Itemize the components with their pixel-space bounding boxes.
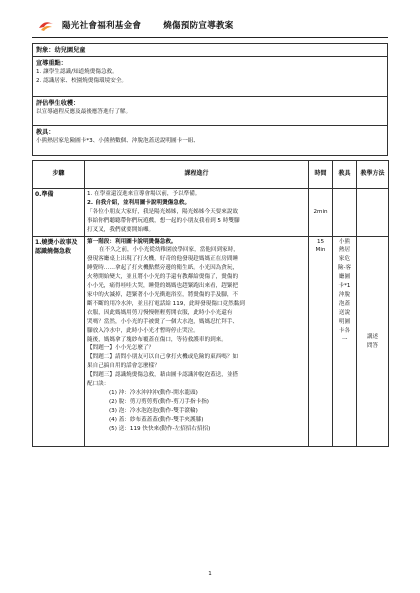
focus-label: 宣導重點： bbox=[36, 60, 67, 67]
content-spacer bbox=[87, 433, 306, 445]
header-divider bbox=[32, 37, 388, 38]
tools-line: 小熊 bbox=[338, 238, 351, 245]
story-line: 發現客廳桌上出現了打火機，好奇的他發現趁媽媽正在房間睡 bbox=[87, 256, 239, 263]
tools-line: 沖脫 bbox=[338, 291, 351, 298]
header-time: 時間 bbox=[309, 161, 333, 189]
time-cell bbox=[309, 236, 333, 447]
step-label: 1.燒燙小故事及認識燒傷急救 bbox=[35, 238, 78, 256]
harvest-row bbox=[33, 97, 387, 126]
tools-line: 熱居 bbox=[338, 247, 351, 254]
tools-line: 家危 bbox=[338, 256, 351, 263]
tools-row bbox=[33, 126, 387, 155]
step-cell bbox=[33, 189, 85, 237]
document-title: 燒傷預防宣導教案 bbox=[163, 21, 234, 31]
header-step: 步驟 bbox=[33, 161, 85, 189]
target-row bbox=[33, 44, 387, 57]
phase-title: 第一階段：利用圖卡說明燙傷急救。 bbox=[87, 238, 177, 245]
tools-cell bbox=[333, 236, 357, 447]
method-line: 問答 bbox=[366, 342, 379, 349]
first-aid-step: (5) 送：119 快快來(動作-左招招右招招) bbox=[109, 425, 211, 432]
focus-item: 1. 讓學生認識/知道燒燙傷急救。 bbox=[36, 69, 118, 75]
story-line: 哭嗎？當然，小小光的手被燙了一個大水泡，媽媽忍忙拜手、 bbox=[87, 318, 239, 325]
document-header bbox=[36, 14, 384, 36]
time-value: 2min bbox=[313, 208, 328, 215]
first-aid-step: (1) 沖：冷水沖沖沖(動作-開水龍頭) bbox=[109, 389, 198, 396]
content-line: 「各位小朋友大家好，我是陽光姊姊，陽光姊姊今天要來說故 bbox=[87, 208, 239, 215]
tools-label: 教具： bbox=[36, 129, 55, 136]
tools-line: 卡*1 bbox=[338, 283, 351, 290]
harvest-label: 評估學生收穫： bbox=[36, 100, 80, 107]
question-line: 【問題一】小小光怎麼了？ bbox=[87, 345, 155, 352]
story-line: 家中的火滅掉，趕緊著小小光衝進浴室，將燙傷的手及腳，不 bbox=[87, 291, 239, 298]
table-row bbox=[33, 236, 389, 447]
tools-text: 小熊熱居家危險圖卡*3、小熊熱數個、沖脫泡蓋送說明圖卡一組、 bbox=[36, 138, 199, 144]
question-line: 配口訣： bbox=[87, 381, 110, 388]
tools-line: 廳圖 bbox=[338, 274, 351, 281]
story-line: 腳放入冷水中，此時小小光才暫時停止哭泣。 bbox=[87, 327, 199, 334]
content-line: 2. 自我介紹，並利用圖卡說明燙傷急救。 bbox=[87, 199, 191, 206]
tools-line: 泡蓋 bbox=[338, 300, 351, 307]
content-line: 打叉叉，我們就要開始囉。 bbox=[87, 226, 155, 233]
time-cell bbox=[309, 189, 333, 237]
step-cell bbox=[33, 236, 85, 447]
story-line: 隨後，媽媽拿了塊紗布覆蓋在傷口，等待救護車的到來。 bbox=[87, 336, 227, 343]
content-line: 事給你們聽聽帶你們玩遊戲，想一起的小朋友我看到 5 時雙腳 bbox=[87, 217, 240, 224]
method-line: 講述 bbox=[366, 333, 379, 340]
method-cell bbox=[357, 236, 389, 447]
question-line: 果自己搞自用的話會怎麼樣？ bbox=[87, 363, 160, 370]
first-aid-step: (2) 脫：剪刀剪剪剪(動作-剪刀手指卡指) bbox=[109, 398, 209, 405]
lesson-plan-table bbox=[32, 160, 389, 447]
sunshine-foundation-logo bbox=[38, 18, 54, 32]
story-line: 在不久之前，小小光從幼稚園放學回家，當他回到家時， bbox=[99, 247, 239, 254]
story-line: 斷不斷的用冷水沖，並且打電話給 119，此時發現傷口竟然黏到 bbox=[87, 300, 245, 307]
time-value: 15 bbox=[316, 238, 325, 245]
question-line: 【問題二】請問小朋友可以自己拿打火機或危險的東西嗎？如 bbox=[87, 354, 239, 361]
story-line: 衣服，因此媽媽用剪刀慢慢輕輕剪開衣服，此時小小光還有 bbox=[87, 309, 233, 316]
story-line: 睡覺時……拿起了打火機點燃旁邊的衛生紙。小光因為貪玩， bbox=[87, 265, 239, 272]
content-cell bbox=[85, 189, 309, 237]
story-line: 小小光，痛得哇哇大哭，睡覺的媽媽也趕緊跑出來看，趕緊把 bbox=[87, 283, 239, 290]
step-label: 0.準備 bbox=[35, 191, 54, 198]
header-content: 課程進行 bbox=[85, 161, 309, 189]
tools-line: 送說 bbox=[338, 309, 351, 316]
tools-line: 一 bbox=[341, 336, 348, 343]
tools-line: 明圖 bbox=[338, 318, 351, 325]
table-header-row bbox=[33, 161, 389, 189]
organization-name: 陽光社會福利基金會 bbox=[62, 21, 142, 31]
header-method: 教學方法 bbox=[357, 161, 389, 189]
tools-cell bbox=[333, 189, 357, 237]
focus-item: 2. 認識居家、校園燒燙傷環境安全。 bbox=[36, 78, 128, 84]
tools-line: 卡各 bbox=[338, 327, 351, 334]
method-cell bbox=[357, 189, 389, 237]
page-number: 1 bbox=[208, 571, 212, 577]
content-cell bbox=[85, 236, 309, 447]
story-line: 火勢開始變大，並且將小小光的手還有教鄰給燙傷了，燙傷的 bbox=[87, 274, 239, 281]
first-aid-step: (4) 蓋：紗布蓋蓋蓋(動作-雙手夾護膝) bbox=[109, 416, 204, 423]
first-aid-step: (3) 泡：冷水泡泡泡(動作-雙手滾輪) bbox=[109, 407, 198, 414]
content-line: 1. 在學童還沒進來宣導會場以前，予以準備。 bbox=[87, 191, 201, 197]
lesson-info-box bbox=[32, 43, 388, 156]
time-unit: Min bbox=[315, 247, 326, 254]
table-row bbox=[33, 189, 389, 237]
target-text: 對象：幼兒園兒童 bbox=[36, 47, 86, 54]
question-line: 【問題三】認識燒燙傷急救，藉由圖卡認識沖脫泡蓋送，並搭 bbox=[87, 372, 239, 379]
tools-line: 險-客 bbox=[337, 265, 352, 272]
harvest-text: 以宣導過程反應及最後應答進行了解。 bbox=[36, 109, 132, 115]
focus-row bbox=[33, 57, 387, 97]
header-tools: 教具 bbox=[333, 161, 357, 189]
